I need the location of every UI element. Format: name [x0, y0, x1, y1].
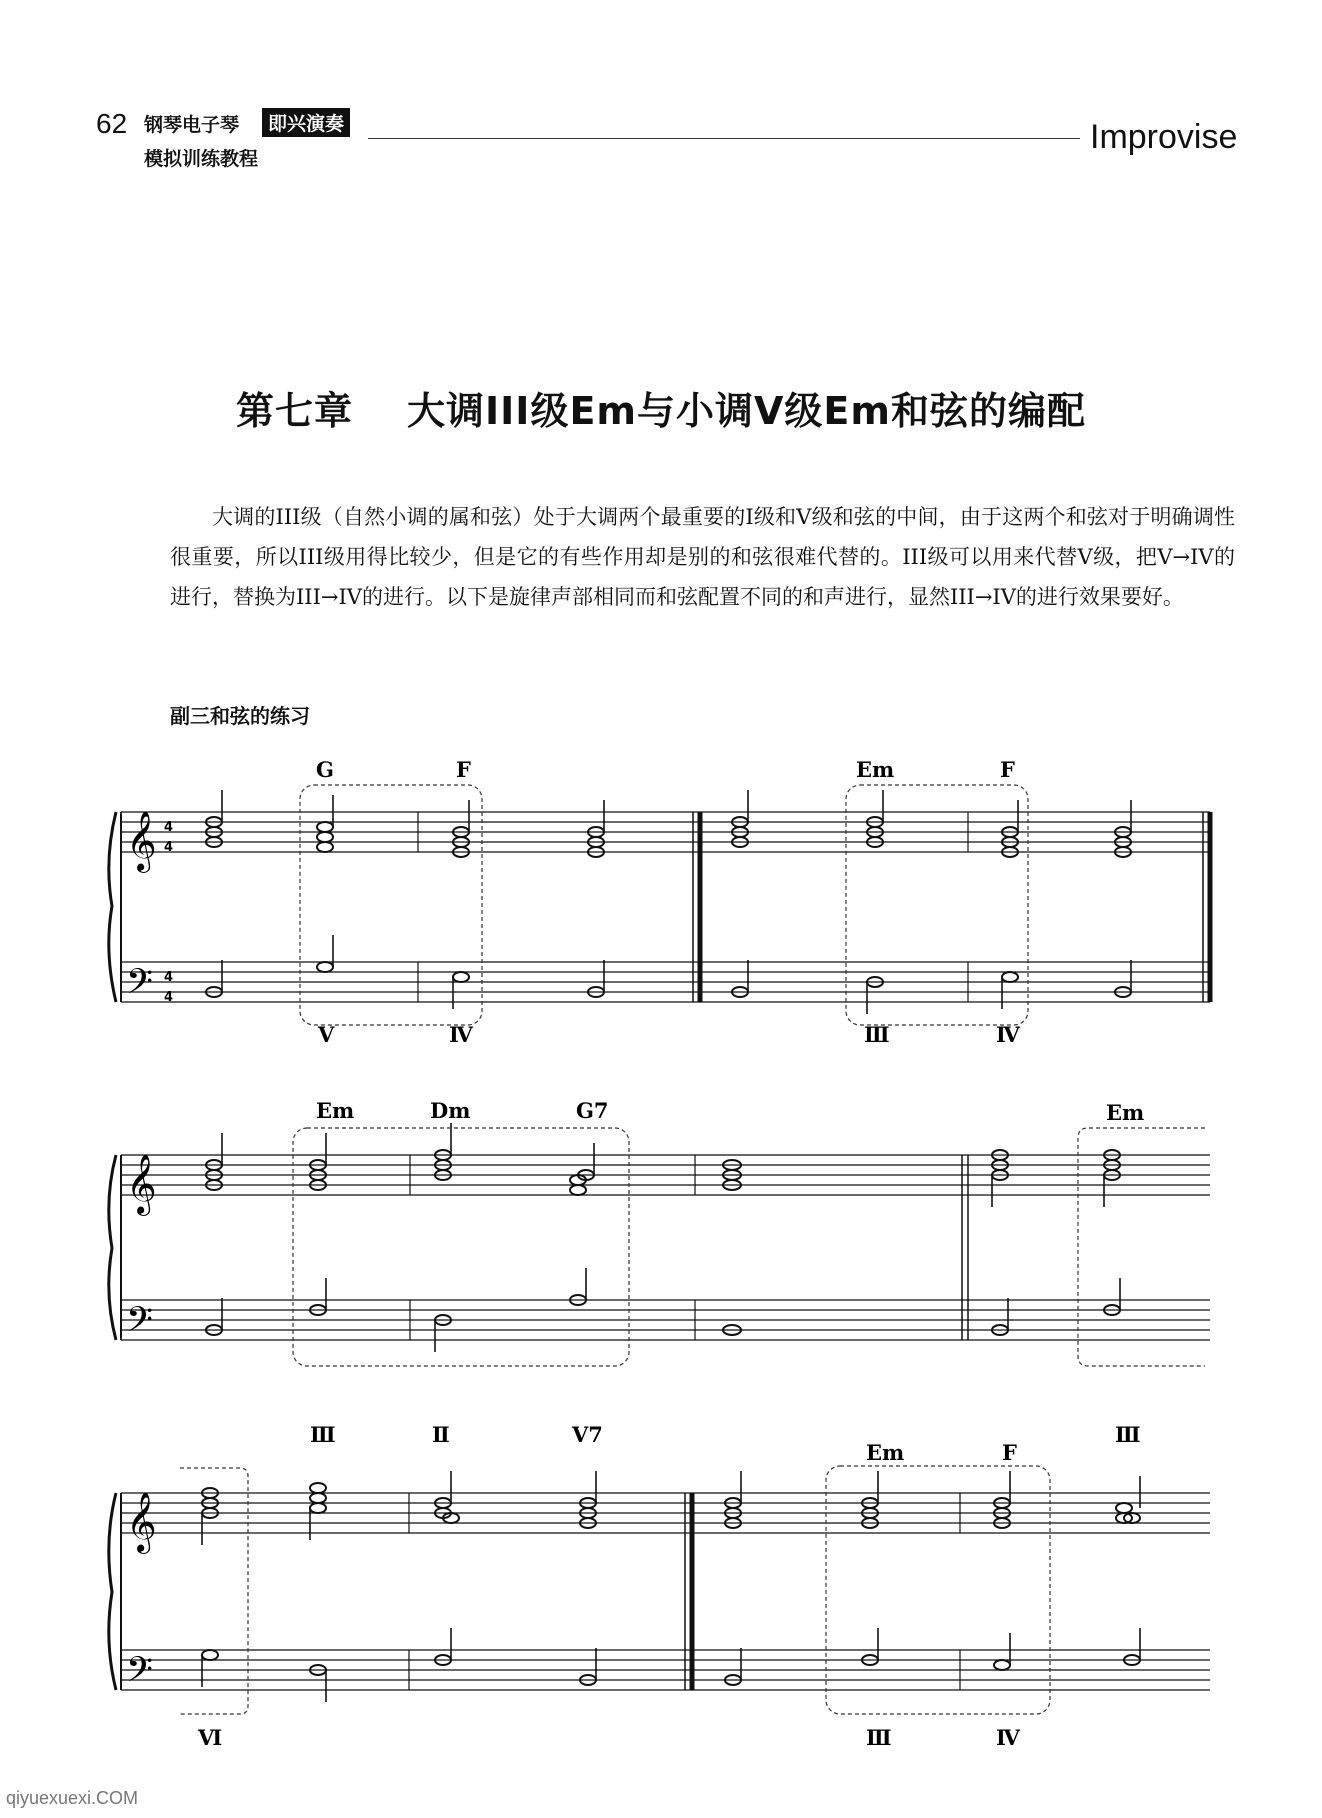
svg-text:4: 4	[164, 820, 174, 835]
svg-text:𝄢: 𝄢	[126, 961, 154, 1010]
music-system-2	[109, 1098, 1210, 1366]
intro-paragraph: 大调的III级（自然小调的属和弦）处于大调两个最重要的I级和V级和弦的中间，由于这两个和弦对于明确调性很重要，所以III级用得比较少，但是它的有些作用却是别的和弦很难代替的。III级可以用来代替V级，把V→IV的进行，替换为III→IV的进行。以下是旋律声部相同而和弦配置不同的和声进行，显然III→IV的进行效果要好。	[170, 505, 1235, 609]
svg-text:𝄞: 𝄞	[126, 1154, 157, 1214]
chord-symbol: F	[456, 757, 471, 782]
roman-numeral: V7	[572, 1422, 603, 1447]
chord-symbol: G	[316, 757, 334, 782]
roman-numeral: Ⅳ	[996, 1022, 1020, 1047]
svg-text:𝄞: 𝄞	[126, 811, 157, 871]
chord-symbol: Em	[316, 1098, 355, 1123]
svg-text:𝄞: 𝄞	[126, 1492, 157, 1552]
chapter-number: 第七章	[236, 389, 354, 433]
chord-symbol: F	[1000, 757, 1015, 782]
svg-text:𝄢: 𝄢	[126, 1299, 154, 1348]
roman-numeral: Ⅲ	[310, 1422, 336, 1447]
chord-symbol: F	[1002, 1440, 1017, 1465]
svg-text:4: 4	[164, 840, 174, 855]
watermark: qiyuexuexi.COM	[6, 1788, 139, 1808]
chord-symbol: Dm	[430, 1098, 471, 1123]
chord-symbol: G7	[576, 1098, 609, 1123]
svg-text:𝄢: 𝄢	[126, 1649, 154, 1698]
chord-symbol: Em	[856, 757, 895, 782]
roman-numeral: V	[318, 1022, 335, 1047]
section-heading: 副三和弦的练习	[170, 704, 310, 728]
roman-numeral: Ⅳ	[449, 1022, 473, 1047]
roman-numeral: Ⅳ	[996, 1725, 1020, 1750]
chord-symbol: Em	[866, 1440, 905, 1465]
roman-numeral: Ⅲ	[1115, 1422, 1141, 1447]
book-title: 钢琴电子琴	[144, 114, 240, 136]
roman-numeral: Ⅱ	[432, 1422, 450, 1447]
music-system-1	[109, 757, 1210, 1047]
svg-text:4: 4	[164, 990, 174, 1005]
book-subtitle: 模拟训练教程	[144, 148, 259, 170]
music-system-3	[109, 1422, 1210, 1750]
roman-numeral: Ⅵ	[198, 1725, 223, 1750]
page-number: 62	[96, 108, 128, 139]
svg-text:4: 4	[164, 970, 174, 985]
chapter-name: 大调III级Em与小调V级Em和弦的编配	[407, 389, 1086, 433]
roman-numeral: Ⅲ	[864, 1022, 890, 1047]
roman-numeral: Ⅲ	[866, 1725, 892, 1750]
book-tag: 即兴演奏	[262, 108, 350, 137]
chord-symbol: Em	[1106, 1100, 1145, 1125]
header-right-label: Improvise	[1090, 118, 1238, 156]
